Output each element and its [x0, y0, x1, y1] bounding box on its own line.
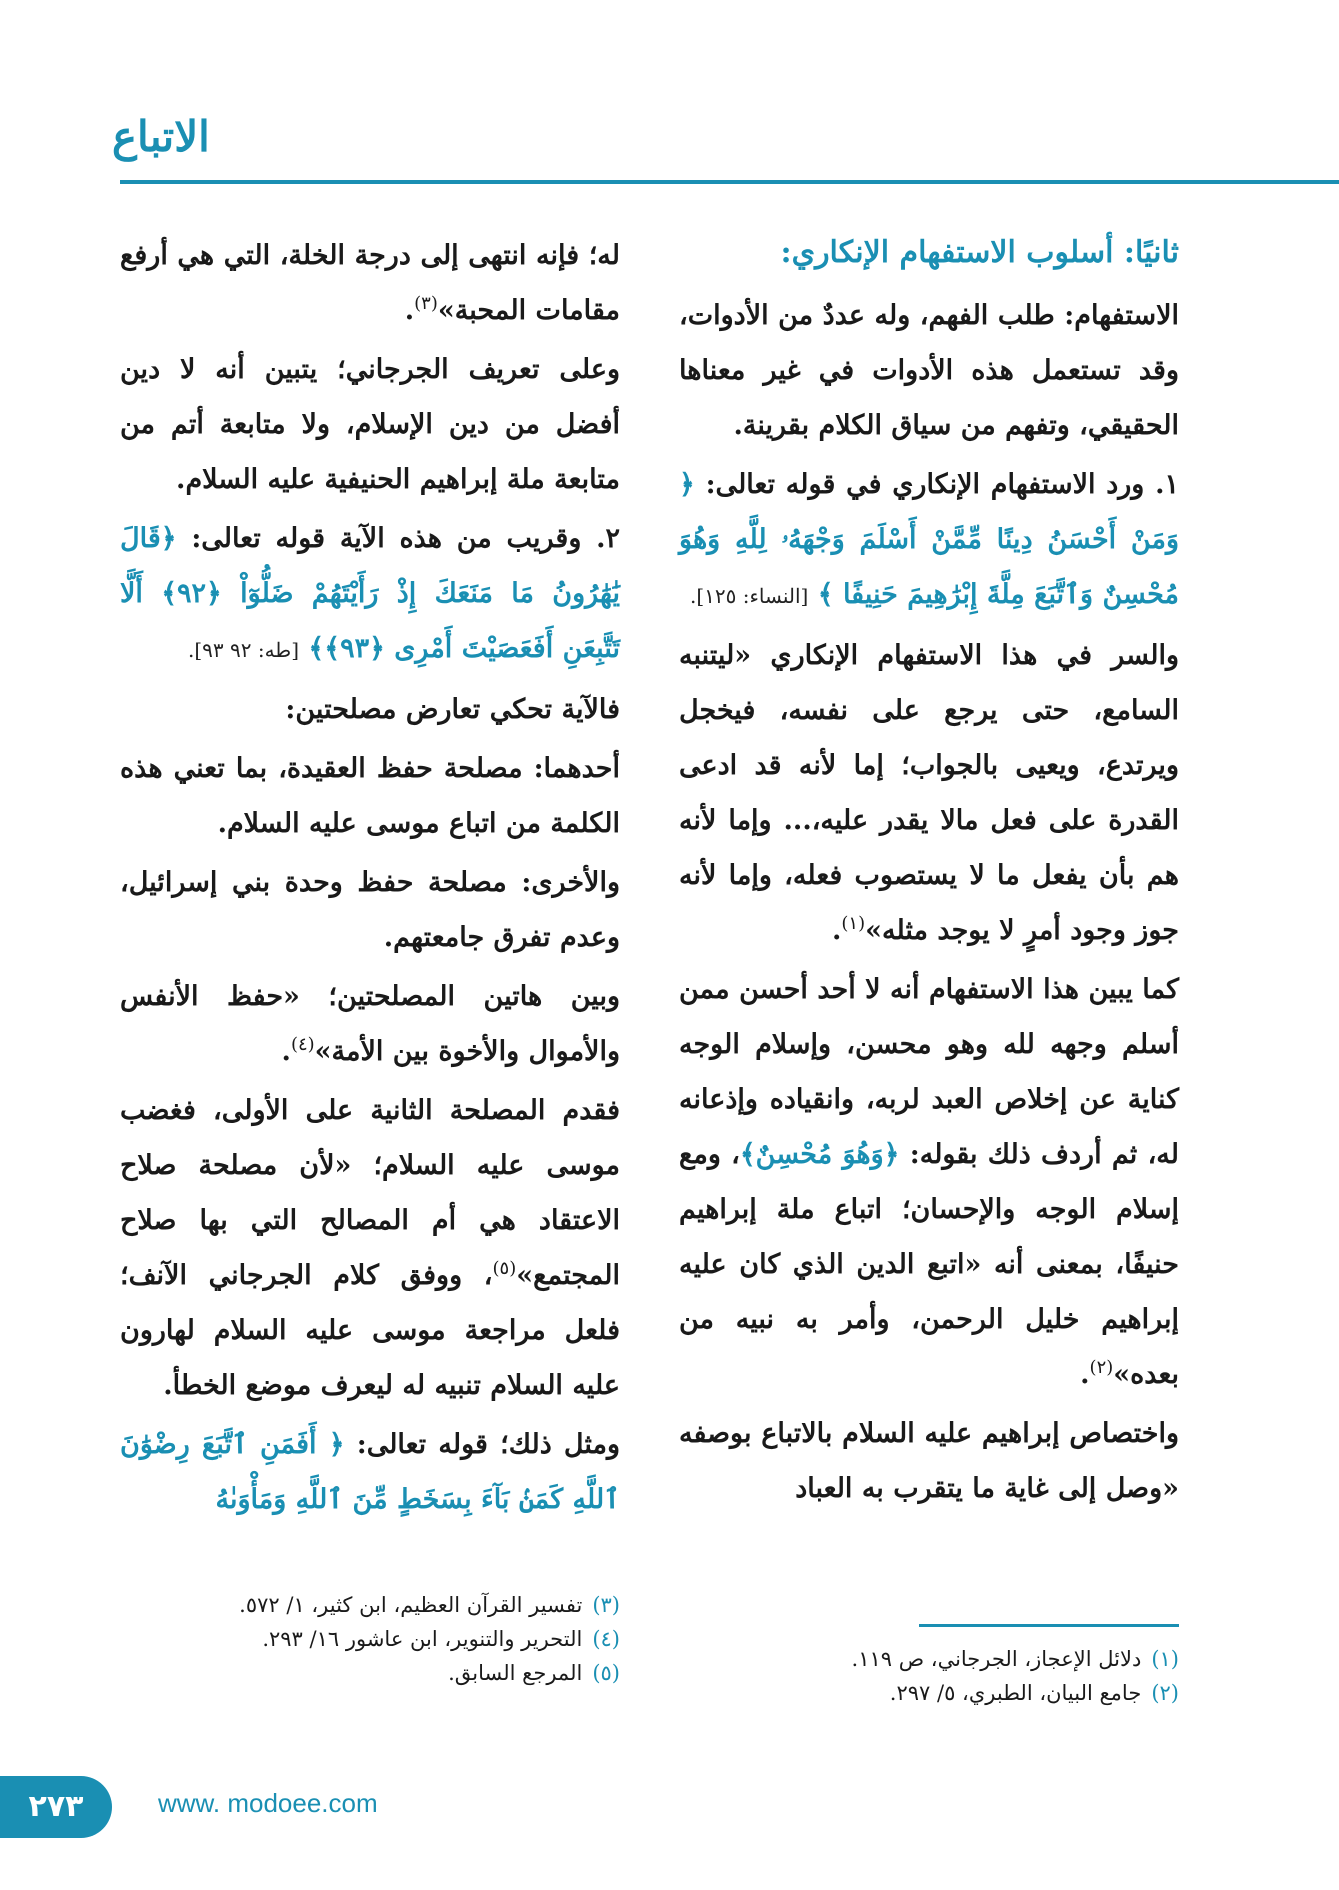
paragraph [120, 511, 620, 678]
paragraph-text: ٢. وقريب من هذه الآية قوله تعالى: [191, 523, 621, 554]
paragraph: الاستفهام: طلب الفهم، وله عددٌ من الأدوات، وقد تستعمل هذه الأدوات في غير معناها الحقيقي، وتفهم من سياق الكلام بقرينة. [679, 300, 1179, 441]
paragraph: واختصاص إبراهيم عليه السلام بالاتباع بوصفه «وصل إلى غاية ما يتقرب به العباد [679, 1418, 1179, 1504]
footnote [120, 1656, 620, 1690]
paragraph: فالآية تحكي تعارض مصلحتين: [285, 694, 620, 725]
quran-verse: ﴿ أَفَمَنِ ٱتَّبَعَ رِضْوَٰنَ ٱللَّهِ كَمَنۢ بَآءَ بِسَخَطٍ مِّنَ ٱللَّهِ وَمَأْوَىٰهُ [120, 1429, 620, 1515]
quran-verse: ﴿وَهُوَ مُحْسِنٌ﴾ [739, 1139, 900, 1170]
paragraph-text: فقدم المصلحة الثانية على الأولى، فغضب موسى عليه السلام؛ «لأن مصلحة صلاح الاعتقاد هي أم المصالح التي بها صلاح المجتمع» [120, 1095, 620, 1291]
section-heading: ثانيًا: أسلوب الاستفهام الإنكاري: [780, 235, 1179, 270]
verse-reference: [طه: ٩٢ ٩٣]. [187, 638, 300, 662]
footnote-number: (٤) [592, 1627, 620, 1651]
footnote-marker[interactable]: (١) [841, 913, 866, 934]
footnote-text: دلائل الإعجاز، الجرجاني، ص ١١٩. [851, 1647, 1142, 1671]
footnote-number: (١) [1151, 1647, 1179, 1671]
paragraph-text: ومثل ذلك؛ قوله تعالى: [356, 1429, 620, 1460]
paragraph: له؛ فإنه انتهى إلى درجة الخلة، التي هي أرفع مقامات المحبة»$^{(٣)}$. [120, 240, 620, 326]
footnote [120, 1622, 620, 1656]
paragraph: كما يبين هذا الاستفهام أنه لا أحد أحسن ممن أسلم وجهه لله وهو محسن، وإسلام الوجه كناية عن إخلاص العبد لربه، وانقياده وإذعانه له، ثم أردف ذلك بقوله: ﴿وَهُوَ مُحْسِنٌ﴾، ومع إسلام الوجه والإحسان؛ اتباع ملة إبراهيم حنيفًا، بمعنى أنه «اتبع الدين الذي كان عليه إبراهيم خليل الرحمن، وأمر به نبيه من بعده»$^{(٢)}$. [679, 974, 1179, 1390]
paragraph: والسر في هذا الاستفهام الإنكاري «ليتنبه السامع، حتى يرجع على نفسه، فيخجل ويرتدع، ويعيى بالجواب؛ إما لأنه قد ادعى القدرة على فعل مالا يقدر عليه،... وإما لأنه هم بأن يفعل ما لا يستصوب فعله، وإما لأنه جوز وجود أمرٍ لا يوجد مثله»$^{(١)}$. [679, 640, 1179, 946]
footnote-divider [919, 1624, 1179, 1627]
header-divider [120, 180, 1339, 184]
footnotes-left [120, 1588, 620, 1690]
footnote [679, 1642, 1179, 1676]
footnote-text: المرجع السابق. [448, 1661, 583, 1685]
paragraph-text: وبين هاتين المصلحتين؛ «حفظ الأنفس والأموال والأخوة بين الأمة» [120, 981, 620, 1067]
paragraph-text: كما يبين هذا الاستفهام أنه لا أحد أحسن ممن أسلم وجهه لله وهو محسن، وإسلام الوجه كناية عن إخلاص العبد لربه، وانقياده وإذعانه له، ثم أردف ذلك بقوله: [679, 974, 1179, 1170]
paragraph-text: له؛ فإنه انتهى إلى درجة الخلة، التي هي أرفع مقامات المحبة» [120, 240, 620, 326]
footnote [120, 1588, 620, 1622]
footnote-marker[interactable]: (٤) [290, 1034, 315, 1055]
footnotes-right [679, 1642, 1179, 1710]
footnote-marker[interactable]: (٥) [492, 1258, 517, 1279]
paragraph: أحدهما: مصلحة حفظ العقيدة، بما تعني هذه الكلمة من اتباع موسى عليه السلام. [120, 753, 620, 839]
footnote-marker[interactable]: (٣) [414, 293, 438, 314]
paragraph: وبين هاتين المصلحتين؛ «حفظ الأنفس والأموال والأخوة بين الأمة»$^{(٤)}$. [120, 981, 620, 1067]
paragraph-text: ، ومع إسلام الوجه والإحسان؛ اتباع ملة إبراهيم حنيفًا، بمعنى أنه «اتبع الدين الذي كان عليه إبراهيم خليل الرحمن، وأمر به نبيه من بعده» [679, 1139, 1179, 1390]
footnote-text: جامع البيان، الطبري، ٥/ ٢٩٧. [889, 1681, 1142, 1705]
paragraph-text: ، ووفق كلام الجرجاني الآنف؛ فلعل مراجعة موسى عليه السلام لهارون عليه السلام تنبيه له ليعرف موضع الخطأ. [120, 1260, 620, 1401]
paragraph [679, 457, 1179, 624]
footnote-text: تفسير القرآن العظيم، ابن كثير، ١/ ٥٧٢. [239, 1593, 583, 1617]
left-column [120, 228, 620, 1531]
footnote-number: (٢) [1151, 1681, 1179, 1705]
right-column [679, 228, 1179, 1520]
quran-verse: ﴿ وَمَنْ أَحْسَنُ دِينًا مِّمَّنْ أَسْلَمَ وَجْهَهُۥ لِلَّهِ وَهُوَ مُحْسِنٌ وَٱتَّبَعَ مِلَّةَ إِبْرَٰهِيمَ حَنِيفًا ﴾ [679, 469, 1179, 610]
paragraph: وعلى تعريف الجرجاني؛ يتبين أنه لا دين أفضل من دين الإسلام، ولا متابعة أتم من متابعة ملة إبراهيم الحنيفية عليه السلام. [120, 354, 620, 495]
page-header-title: الاتباع [112, 112, 210, 161]
paragraph [120, 1083, 620, 1413]
footnote-number: (٥) [592, 1661, 620, 1685]
footnote-marker[interactable]: (٢) [1089, 1357, 1114, 1378]
paragraph: والأخرى: مصلحة حفظ وحدة بني إسرائيل، وعدم تفرق جامعتهم. [120, 867, 620, 953]
verse-reference: [النساء: ١٢٥]. [689, 584, 809, 608]
paragraph-text: والسر في هذا الاستفهام الإنكاري «ليتنبه السامع، حتى يرجع على نفسه، فيخجل ويرتدع، ويعيى بالجواب؛ إما لأنه قد ادعى القدرة على فعل مالا يقدر عليه،... وإما لأنه هم بأن يفعل ما لا يستصوب فعله، وإما لأنه جوز وجود أمرٍ لا يوجد مثله» [679, 640, 1179, 946]
paragraph-text: ١. ورد الاستفهام الإنكاري في قوله تعالى: [705, 469, 1179, 500]
quran-verse: ﴿قَالَ يَٰهَٰرُونُ مَا مَنَعَكَ إِذْ رَأَيْتَهُمْ ضَلُّوٓاْ ﴿٩٢﴾ أَلَّا تَتَّبِعَنِ أَفَعَصَيْتَ أَمْرِى ﴿٩٣﴾﴾ [120, 523, 620, 664]
page-number-badge: ٢٧٣ [0, 1776, 112, 1838]
website-link[interactable]: www. modoee.com [158, 1788, 378, 1818]
footnote [679, 1676, 1179, 1710]
paragraph [120, 1417, 620, 1527]
footnote-number: (٣) [592, 1593, 620, 1617]
footnote-text: التحرير والتنوير، ابن عاشور ١٦/ ٢٩٣. [262, 1627, 583, 1651]
